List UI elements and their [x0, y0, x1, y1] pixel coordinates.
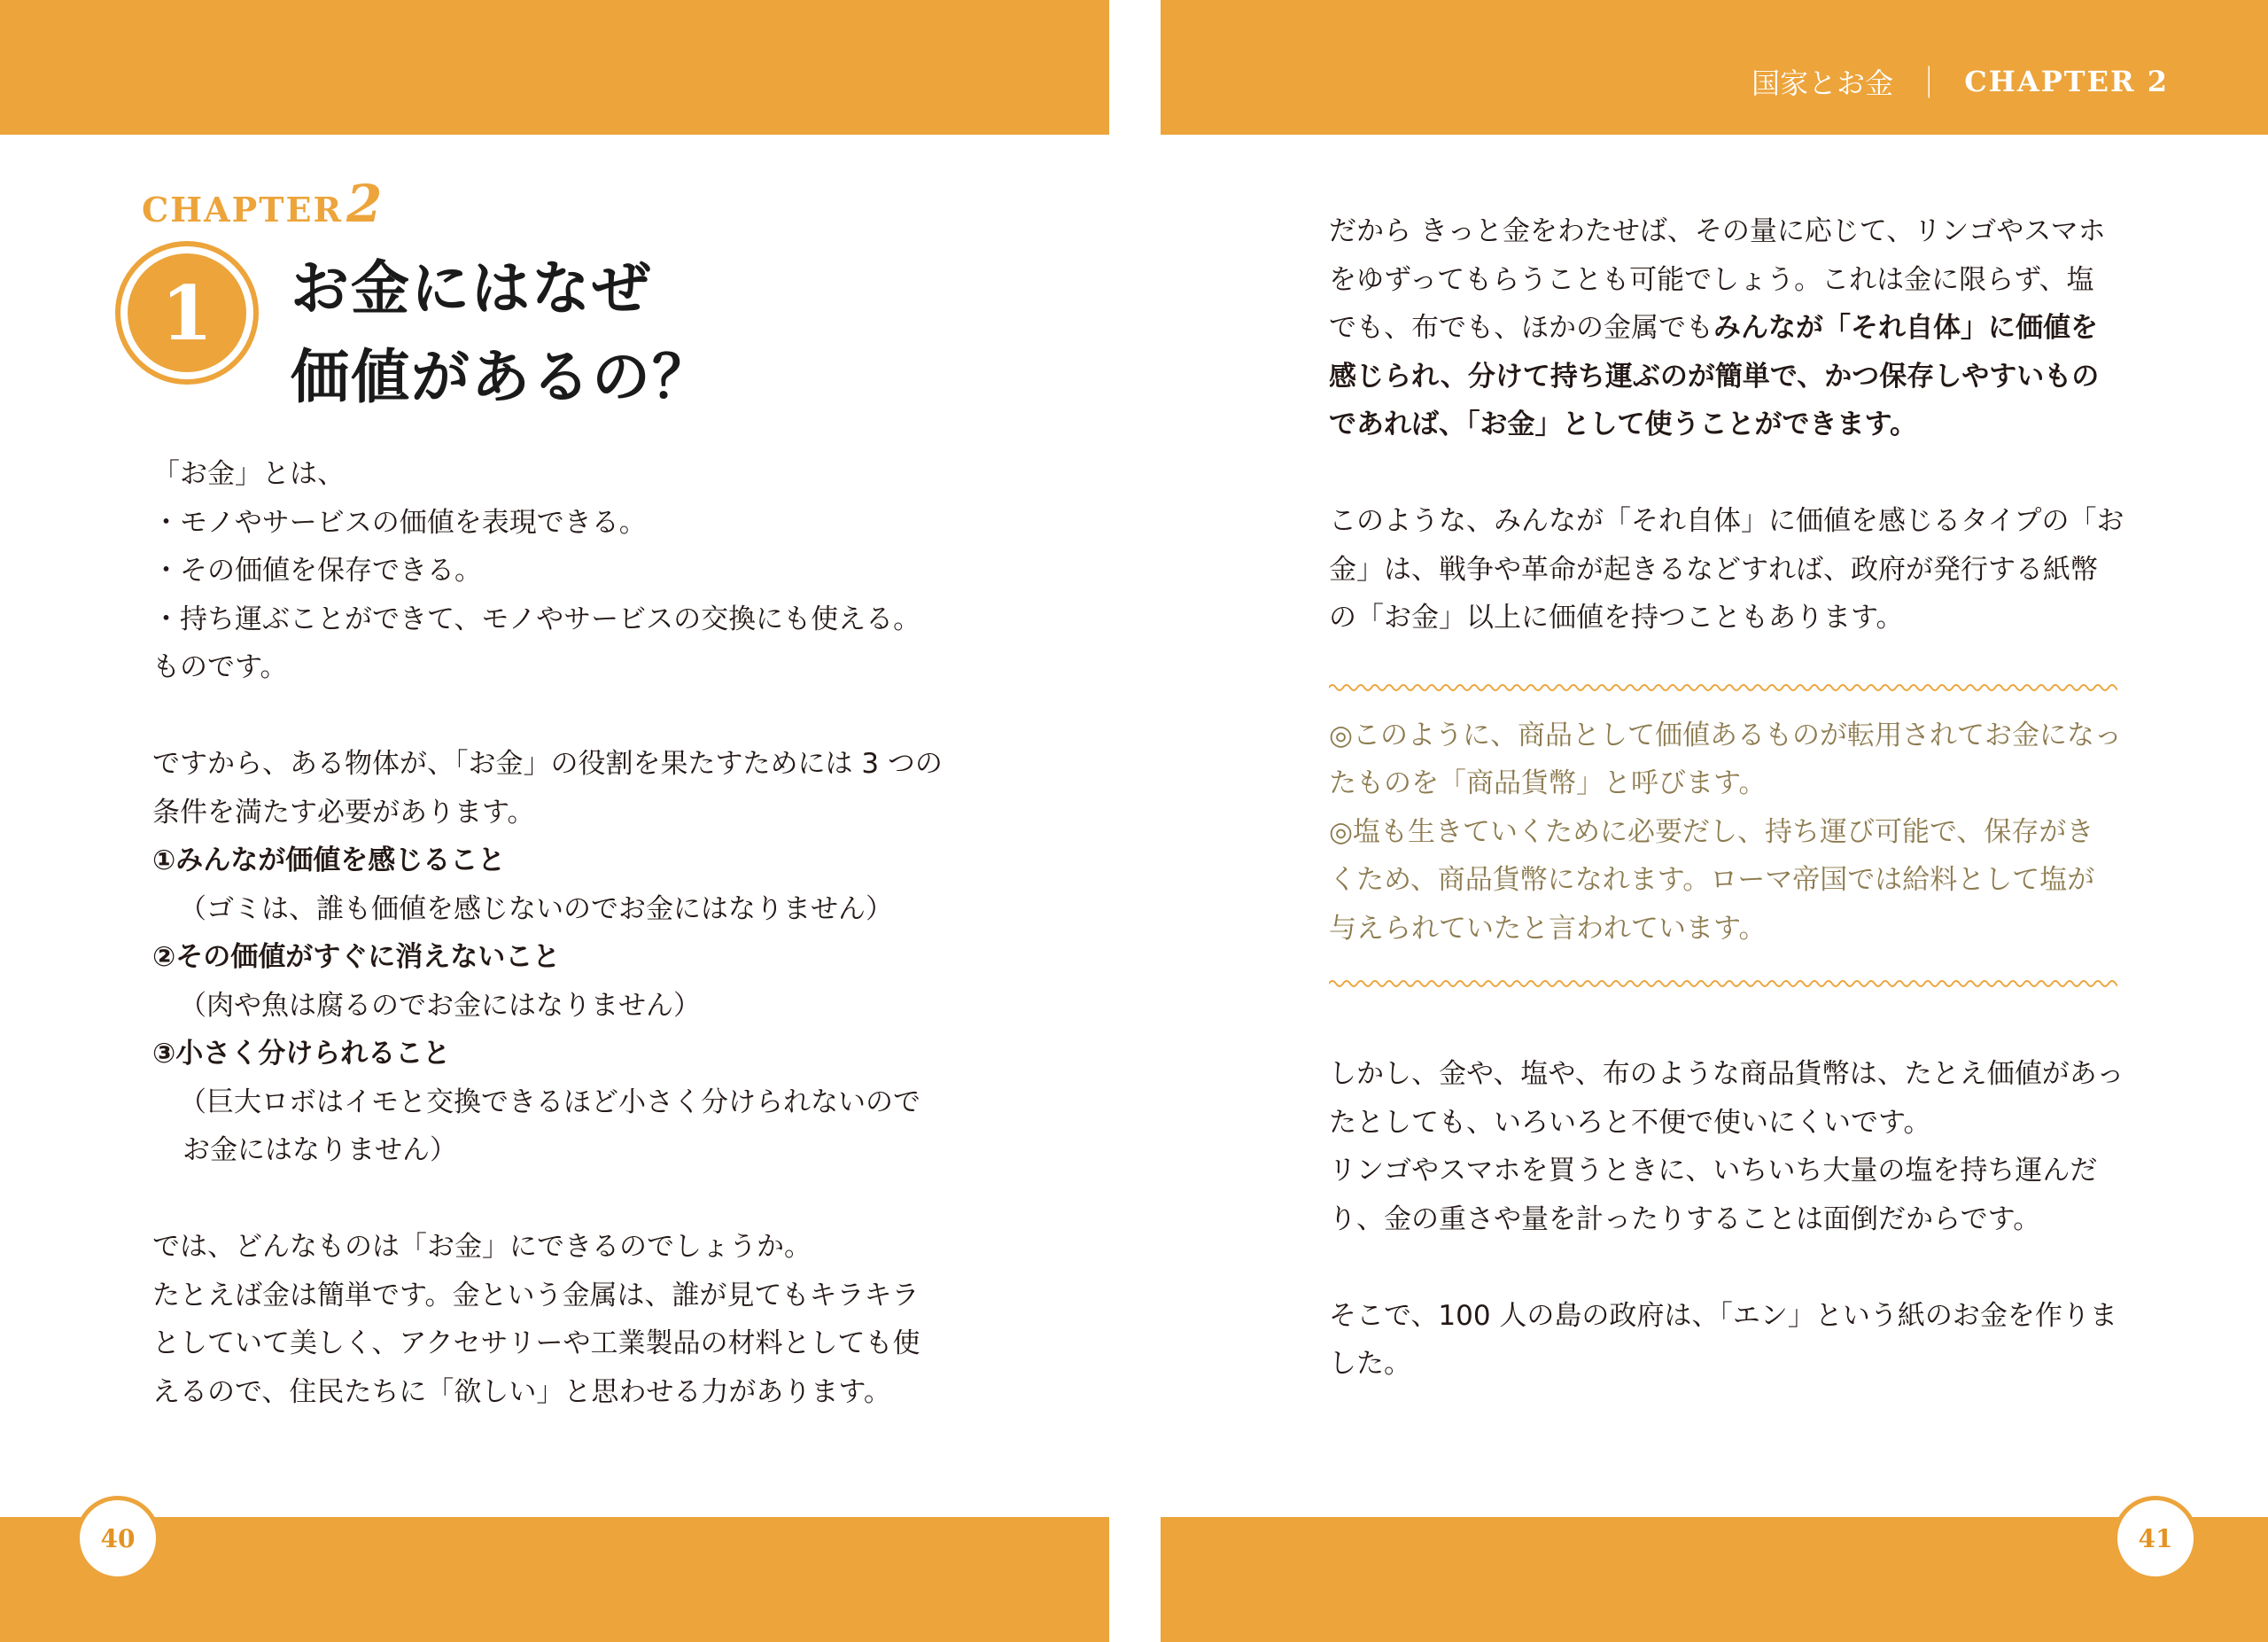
body-line: では、どんなものは「お金」にできるのでしょうか。 — [152, 1231, 812, 1263]
condition-title: ①みんなが価値を感じること — [152, 844, 506, 876]
right-page-body — [1329, 207, 2126, 1389]
condition-note: （肉や魚は腐るのでお金にはなりません） — [179, 989, 701, 1022]
section-number-badge — [115, 241, 259, 385]
spine-line — [1109, 0, 1111, 135]
section-number: 1 — [128, 253, 246, 372]
condition-note: （巨大ロボはイモと交換できるほど小さく分けられないので — [179, 1086, 920, 1118]
title-line-2: 価値があるの？ — [291, 343, 712, 411]
body-line: えるので、住民たちに「欲しい」と思わせる力があります。 — [152, 1375, 891, 1408]
wavy-divider-top — [1329, 680, 2126, 696]
wavy-divider-bottom — [1329, 976, 2126, 992]
emphasis-text: みんなが「それ自体」に価値を — [1713, 312, 2098, 344]
running-header — [1751, 58, 2169, 104]
condition-title: ③小さく分けられること — [152, 1038, 451, 1070]
body-line: 「お金」とは、 — [152, 458, 345, 490]
note-box — [1329, 712, 2126, 953]
body-line: ・モノやサービスの価値を表現できる。 — [152, 506, 647, 539]
body-line — [1329, 304, 2126, 353]
title-line-1: お金にはなぜ — [291, 254, 652, 323]
body-line: ですから、ある物体が、「お金」の役割を果たすためには 3 つの — [152, 748, 943, 780]
spine-gap-bottom — [1110, 1517, 1159, 1642]
body-line: した。 — [1329, 1348, 1411, 1380]
body-line: 金」は、戦争や革命が起きるなどすれば、政府が発行する紙幣 — [1329, 553, 2098, 586]
condition-note: お金にはなりません） — [183, 1134, 457, 1166]
note-line: 与えられていたと言われています。 — [1329, 912, 1767, 945]
spine-gap-top — [1110, 0, 1159, 135]
body-line: だから きっと金をわたせば、その量に応じて、リンゴやスマホ — [1329, 215, 2106, 247]
body-text: でも、布でも、ほかの金属でも — [1329, 312, 1713, 344]
body-line: たとしても、いろいろと不便で使いにくいです。 — [1329, 1106, 1931, 1139]
spine-line — [1159, 0, 1161, 135]
body-line: そこで、100 人の島の政府は、「エン」という紙のお金を作りま — [1329, 1299, 2117, 1332]
body-line: しかし、金や、塩や、布のような商品貨幣は、たとえ価値があっ — [1329, 1058, 2124, 1090]
header-chapter: CHAPTER 2 — [1964, 64, 2169, 98]
chapter-label — [142, 174, 384, 234]
body-line: ・その価値を保存できる。 — [152, 555, 482, 587]
body-line: このような、みんなが「それ自体」に価値を感じるタイプの「お — [1329, 505, 2124, 537]
body-line: 条件を満たす必要があります。 — [152, 796, 535, 829]
header-separator: ｜ — [1913, 66, 1946, 102]
header-section: 国家とお金 — [1751, 66, 1894, 100]
chapter-word: CHAPTER — [142, 190, 344, 230]
body-line: をゆずってもらうことも可能でしょう。これは金に限らず、塩 — [1329, 263, 2094, 296]
condition-title: ②その価値がすぐに消えないこと — [152, 941, 561, 973]
left-page-body — [152, 450, 959, 1416]
body-line: リンゴやスマホを買うときに、いちいち大量の塩を持ち運んだ — [1329, 1155, 2098, 1187]
page-number-left: 40 — [75, 1496, 160, 1581]
page-number-right: 41 — [2113, 1496, 2198, 1581]
condition-note: （ゴミは、誰も価値を感じないのでお金にはなりません） — [179, 892, 893, 925]
body-line: ・持ち運ぶことができて、モノやサービスの交換にも使える。 — [152, 603, 921, 635]
body-line: としていて美しく、アクセサリーや工業製品の材料としても使 — [152, 1327, 920, 1359]
chapter-number: 2 — [346, 174, 384, 234]
body-line: り、金の重さや量を計ったりすることは面倒だからです。 — [1329, 1202, 2041, 1235]
emphasis-line: であれば、「お金」として使うことができます。 — [1329, 409, 1918, 440]
emphasis-line: 感じられ、分けて持ち運ぶのが簡単で、かつ保存しやすいもの — [1329, 360, 2100, 393]
section-title — [291, 245, 712, 422]
body-line: たとえば金は簡単です。金という金属は、誰が見てもキラキラ — [152, 1279, 920, 1311]
note-line: ◎塩も生きていくために必要だし、持ち運び可能で、保存がき — [1329, 815, 2094, 848]
body-line: ものです。 — [152, 651, 288, 683]
note-line: ◎このように、商品として価値あるものが転用されてお金になっ — [1329, 719, 2123, 751]
note-line: たものを「商品貨幣」と呼びます。 — [1329, 767, 1767, 799]
note-line: くため、商品貨幣になれます。ローマ帝国では給料として塩が — [1329, 864, 2095, 896]
spine-line — [1159, 1517, 1161, 1642]
spine-line — [1109, 1517, 1111, 1642]
body-line: の「お金」以上に価値を持つこともあります。 — [1329, 602, 1904, 634]
